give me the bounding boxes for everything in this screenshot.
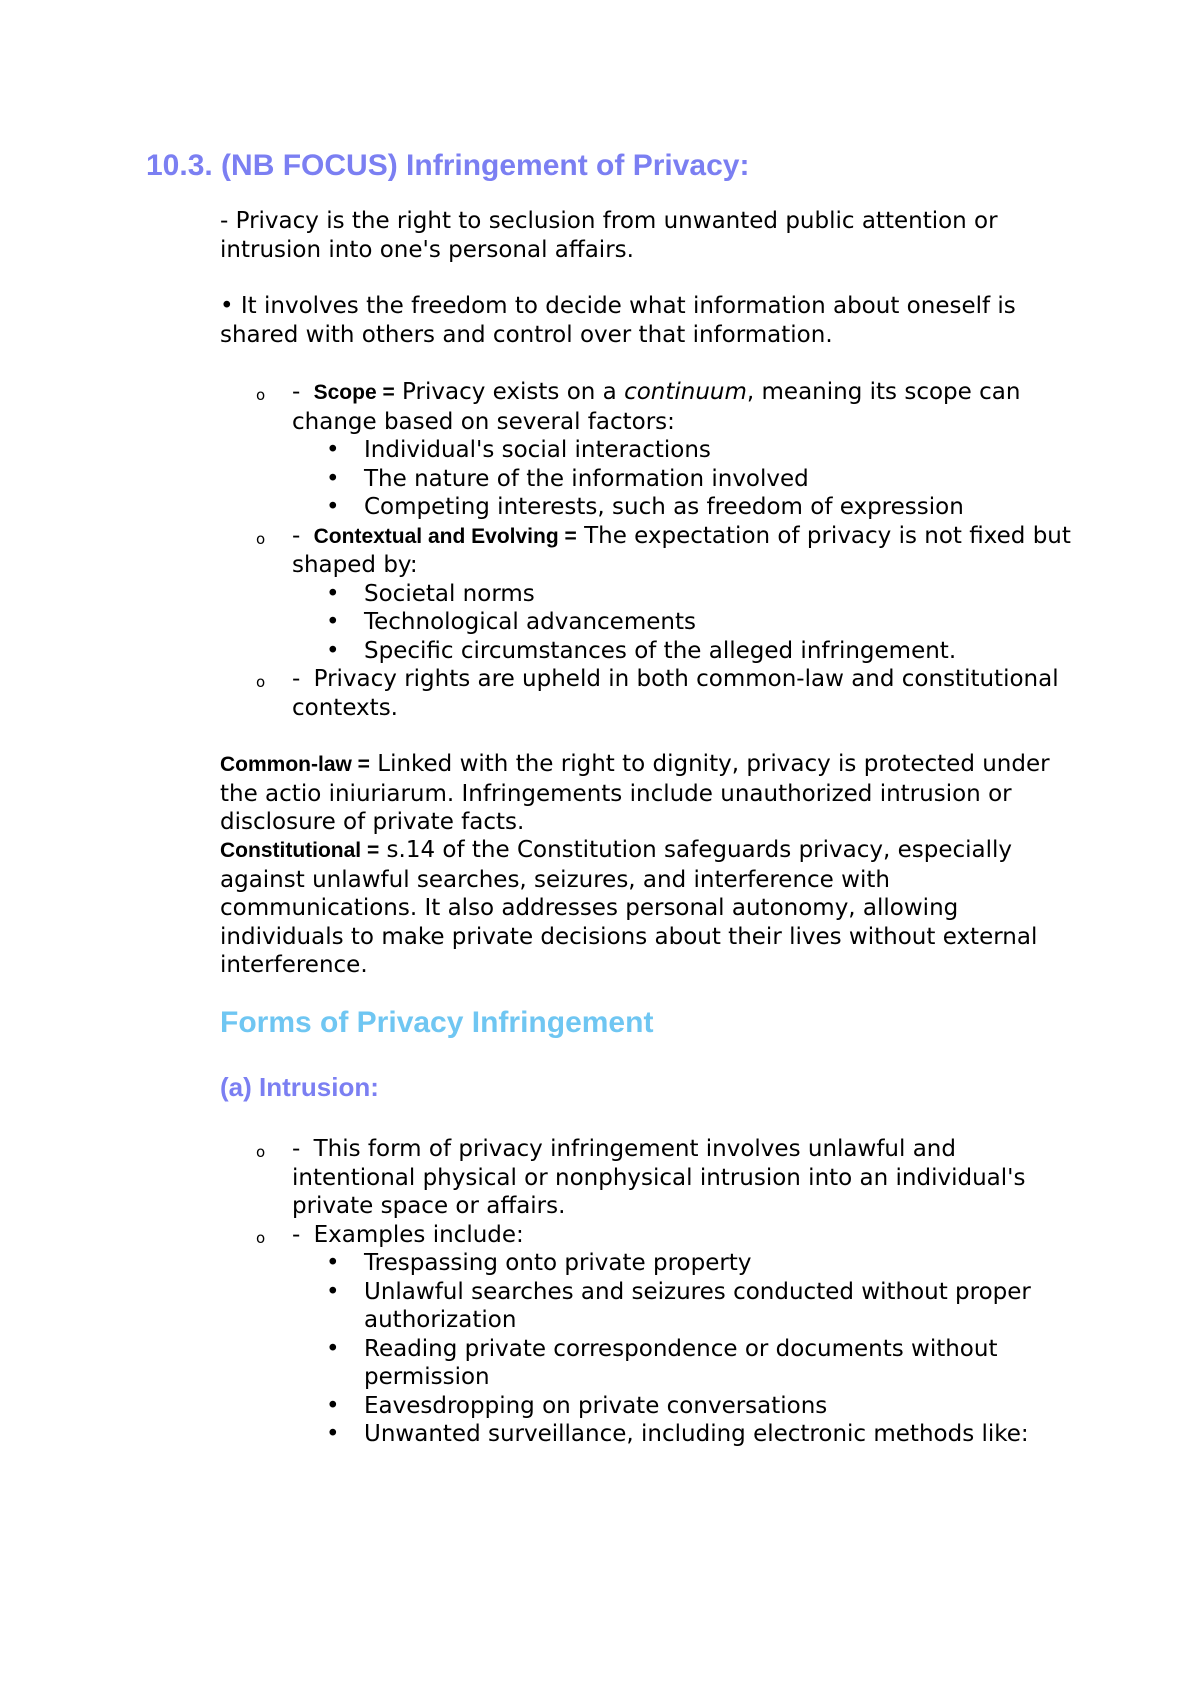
section-heading: 10.3. (NB FOCUS) Infringement of Privacy: xyxy=(146,149,750,182)
dash-mark: - xyxy=(292,1221,301,1248)
contextual-factors-list xyxy=(292,580,1086,666)
bullet-icon: • xyxy=(326,494,340,520)
constitutional-paragraph xyxy=(220,836,1080,980)
list-item-text: Unwanted surveillance, including electronic methods like: xyxy=(364,1421,1029,1447)
list-item xyxy=(326,1278,1086,1335)
scope-factors-list xyxy=(292,436,1086,522)
intrusion-definition-text: This form of privacy infringement involves unlawful and intentional physical or nonphysical intrusion into an individual's private space or affairs. xyxy=(292,1136,1026,1219)
bullet-icon: • xyxy=(326,1335,340,1362)
intro-paragraph-2: • It involves the freedom to decide what information about oneself is shared with others and control over that information. xyxy=(220,293,1016,348)
forms-heading: Forms of Privacy Infringement xyxy=(220,1006,654,1039)
list-item-text: Individual's social interactions xyxy=(364,437,711,463)
common-law-paragraph xyxy=(220,750,1080,837)
intrusion-examples-list xyxy=(292,1249,1086,1449)
list-item xyxy=(326,493,1086,522)
list-item xyxy=(326,436,1086,465)
bullet-icon: • xyxy=(326,637,340,664)
list-item-text: Trespassing onto private property xyxy=(364,1250,752,1276)
rights-item xyxy=(256,665,1086,722)
contextual-term: Contextual and Evolving = xyxy=(313,524,577,548)
list-item xyxy=(326,465,1086,494)
bullet-icon: • xyxy=(326,580,340,607)
contextual-item xyxy=(256,522,1086,666)
constitutional-text: s.14 of the Constitution safeguards privacy, especially against unlawful searches, seizures, and interference with communications. It also addresses personal autonomy, allowing individuals to make private decisions about their lives without external interference. xyxy=(220,837,1038,978)
list-item xyxy=(326,1420,1086,1449)
rights-text: Privacy rights are upheld in both common-law and constitutional contexts. xyxy=(292,666,1059,721)
list-item xyxy=(326,637,1086,666)
intrusion-examples-item xyxy=(256,1221,1086,1449)
common-law-text: Linked with the right to dignity, privacy is protected under the actio iniuriarum. Infringements include unauthorized intrusion or disclosure of private facts. xyxy=(220,751,1050,835)
list-item-text: Unlawful searches and seizures conducted without proper authorization xyxy=(364,1278,1031,1333)
intrusion-heading: (a) Intrusion: xyxy=(220,1072,379,1102)
bullet-icon: • xyxy=(326,1278,340,1305)
list-item-text: Reading private correspondence or documents without permission xyxy=(364,1335,998,1390)
list-item-text: Specific circumstances of the alleged infringement. xyxy=(364,637,957,664)
bullet-icon: • xyxy=(326,609,340,635)
scope-item xyxy=(256,378,1086,522)
constitutional-term: Constitutional = xyxy=(220,839,380,862)
bullet-icon: • xyxy=(326,465,340,492)
list-item-text: Competing interests, such as freedom of expression xyxy=(364,494,964,520)
intro-paragraph-1: - Privacy is the right to seclusion from unwanted public attention or intrusion into one's personal affairs. xyxy=(220,208,998,263)
bullet-icon: • xyxy=(326,1421,340,1447)
circle-bullet-icon: o xyxy=(256,386,266,404)
bullet-icon: • xyxy=(326,1392,340,1419)
circle-bullet-icon: o xyxy=(256,529,266,548)
scope-text-after: , meaning its scope can change based on several factors: xyxy=(292,379,1021,435)
intrusion-examples-text: Examples include: xyxy=(313,1221,524,1248)
scope-term: Scope = xyxy=(313,381,395,404)
intrusion-list xyxy=(256,1135,1086,1449)
list-item xyxy=(326,1335,1086,1392)
bullet-icon: • xyxy=(326,437,340,463)
bullet-icon: • xyxy=(326,1250,340,1276)
intrusion-definition-item xyxy=(256,1135,1086,1221)
list-item-text: The nature of the information involved xyxy=(364,465,809,492)
common-law-term: Common-law = xyxy=(220,753,370,776)
dash-mark: - xyxy=(292,522,301,549)
dash-mark: - xyxy=(292,1136,301,1162)
contextual-text: The expectation of privacy is not fixed but shaped by: xyxy=(292,522,1071,578)
scope-italic: continuum xyxy=(624,379,747,405)
list-item xyxy=(326,1392,1086,1421)
dash-mark: - xyxy=(292,379,301,405)
list-item xyxy=(326,1249,1086,1278)
list-item-text: Societal norms xyxy=(364,580,535,607)
list-item-text: Technological advancements xyxy=(364,609,696,635)
list-item-text: Eavesdropping on private conversations xyxy=(364,1392,828,1419)
circle-bullet-icon: o xyxy=(256,1143,266,1161)
circle-bullet-icon: o xyxy=(256,1228,266,1247)
dash-mark: - xyxy=(292,666,301,692)
list-item xyxy=(326,580,1086,609)
privacy-aspects-list xyxy=(256,378,1086,722)
circle-bullet-icon: o xyxy=(256,673,266,691)
scope-text-before: Privacy exists on a xyxy=(394,379,625,405)
list-item xyxy=(326,608,1086,637)
